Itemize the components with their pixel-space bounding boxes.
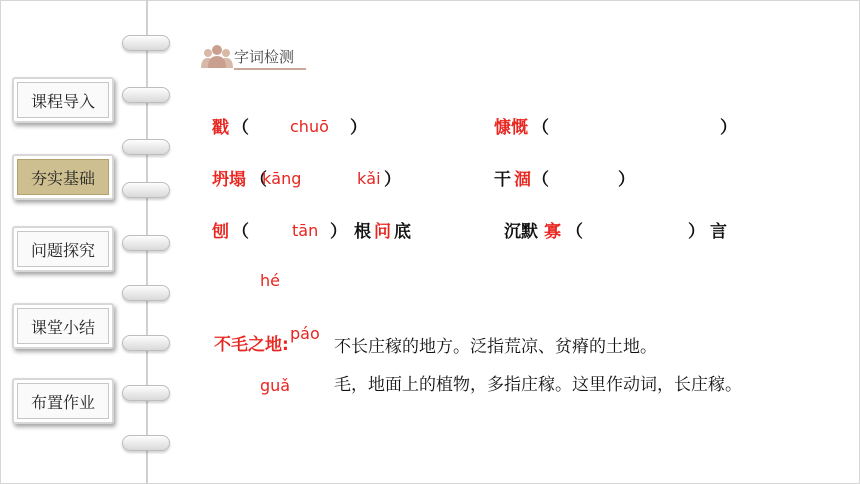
paren-close: ） — [384, 170, 401, 190]
nav-item-inquiry[interactable] — [12, 226, 114, 272]
nav-item-homework[interactable] — [12, 378, 114, 424]
binder-ring — [122, 235, 170, 251]
paren-close: ） — [330, 222, 347, 242]
nav-item-label: 布置作业 — [30, 392, 95, 412]
word-gua: 寡 — [544, 222, 561, 242]
binder-ring — [122, 35, 170, 51]
paren-open: （ — [532, 170, 549, 190]
word-kangkai: 慷慨 — [494, 118, 528, 138]
word-gen: 根 — [354, 222, 371, 242]
people-icon — [200, 44, 236, 70]
paren-open: （ — [232, 118, 249, 138]
idiom-term: 不毛之地: — [214, 335, 289, 355]
paren-open: （ — [232, 222, 249, 242]
section-title: 字词检测 — [234, 48, 295, 66]
pinyin-answer: páo — [290, 324, 320, 343]
word-tanta: 坍塌 — [212, 170, 246, 190]
idiom-explanation: 毛，地面上的植物，多指庄稼。这里作动词，长庄稼。 — [334, 375, 742, 395]
binder-ring — [122, 182, 170, 198]
paren-open: （ — [532, 118, 549, 138]
section-underline — [234, 68, 306, 70]
pinyin-answer: guǎ — [260, 376, 291, 395]
pinyin-answer: hé — [260, 271, 280, 290]
binder-ring — [122, 435, 170, 451]
paren-close: ） — [618, 170, 635, 190]
idiom-definition: 不长庄稼的地方。泛指荒凉、贫瘠的土地。 — [334, 337, 657, 357]
word-chuo: 戳 — [212, 118, 229, 138]
word-wen: 问 — [374, 222, 391, 242]
pinyin-answer: kāng — [262, 169, 302, 188]
pinyin-answer: kǎi — [357, 169, 381, 188]
pinyin-answer: chuō — [290, 117, 329, 136]
word-di: 底 — [394, 222, 411, 242]
word-chenmo: 沉默 — [504, 222, 538, 242]
binder-ring — [122, 285, 170, 301]
nav-item-summary[interactable] — [12, 303, 114, 349]
word-he: 涸 — [514, 170, 531, 190]
paren-open: （ — [250, 170, 267, 190]
nav-item-label: 夯实基础 — [30, 168, 95, 188]
nav-item-label: 问题探究 — [30, 240, 95, 260]
paren-close: ） — [720, 118, 737, 138]
binder-ring — [122, 87, 170, 103]
word-gan: 干 — [494, 170, 511, 190]
word-pao: 刨 — [212, 222, 229, 242]
pinyin-answer: tān — [292, 221, 319, 240]
paren-open: （ — [566, 222, 583, 242]
binder-ring — [122, 139, 170, 155]
paren-close: ） — [350, 118, 367, 138]
nav-item-foundation[interactable] — [12, 154, 114, 200]
nav-item-label: 课堂小结 — [30, 317, 95, 337]
word-yan: 言 — [710, 222, 727, 242]
binder-ring — [122, 385, 170, 401]
binder-ring — [122, 335, 170, 351]
nav-item-course-intro[interactable] — [12, 77, 114, 123]
nav-item-label: 课程导入 — [30, 91, 95, 111]
paren-close: ） — [688, 222, 705, 242]
